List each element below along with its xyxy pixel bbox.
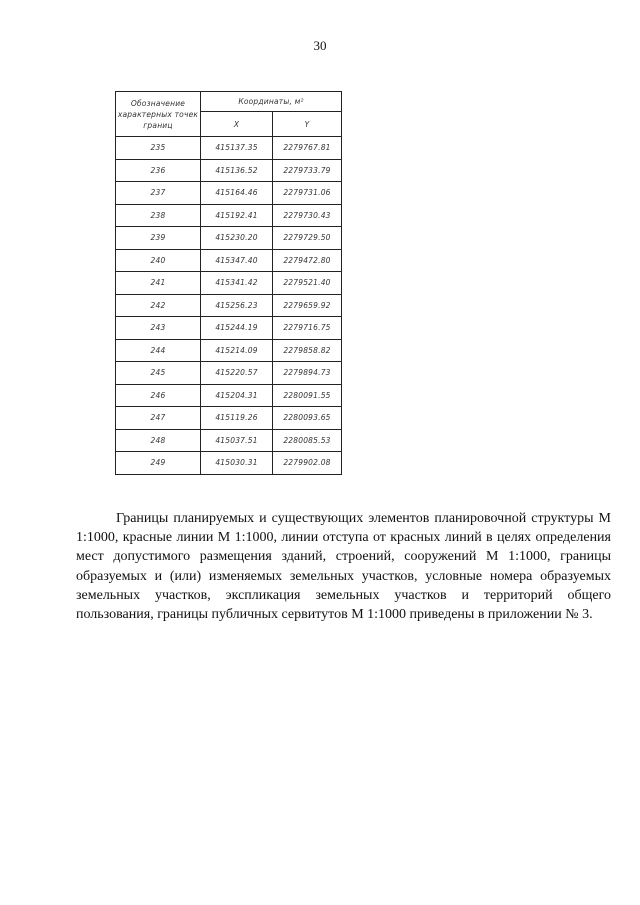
header-coordinates: Координаты, м² [201, 92, 342, 112]
page-number: 30 [313, 38, 327, 53]
x-cell: 415164.46 [201, 182, 273, 205]
x-cell: 415244.19 [201, 317, 273, 340]
point-cell: 246 [116, 384, 201, 407]
x-cell: 415030.31 [201, 452, 273, 475]
point-cell: 245 [116, 362, 201, 385]
point-cell: 237 [116, 182, 201, 205]
table-row [116, 294, 342, 317]
y-cell: 2279902.08 [273, 452, 342, 475]
table-body [116, 137, 342, 475]
body-paragraph: Границы планируемых и существующих элементов планировочной структуры М 1:1000, красные линии М 1:1000, линии отступа от красных линий в целях определения мест допустимого размещения зданий, строений, сооружений М 1:1000, границы образуемых и (или) изменяемых земельных участков, условные номера образуемых земельных участков, экспликация земельных участков и территорий общего пользования, границы публичных сервитутов М 1:1000 приведены в приложении № 3. [76, 511, 611, 623]
x-cell: 415256.23 [201, 294, 273, 317]
point-cell: 236 [116, 159, 201, 182]
x-cell: 415192.41 [201, 204, 273, 227]
x-cell: 415037.51 [201, 429, 273, 452]
table-row [116, 204, 342, 227]
coordinates-table [115, 91, 342, 475]
y-cell: 2279472.80 [273, 249, 342, 272]
y-cell: 2279659.92 [273, 294, 342, 317]
point-cell: 241 [116, 272, 201, 295]
x-cell: 415230.20 [201, 227, 273, 250]
x-cell: 415341.42 [201, 272, 273, 295]
x-cell: 415347.40 [201, 249, 273, 272]
header-y: Y [273, 112, 342, 137]
point-cell: 240 [116, 249, 201, 272]
table-row [116, 452, 342, 475]
y-cell: 2280093.65 [273, 407, 342, 430]
y-cell: 2279730.43 [273, 204, 342, 227]
y-cell: 2279767.81 [273, 137, 342, 160]
header-points: Обозначение характерных точек границ [116, 92, 201, 137]
x-cell: 415204.31 [201, 384, 273, 407]
table-row [116, 317, 342, 340]
y-cell: 2279858.82 [273, 339, 342, 362]
table-row [116, 339, 342, 362]
table-row [116, 429, 342, 452]
y-cell: 2279731.06 [273, 182, 342, 205]
point-cell: 244 [116, 339, 201, 362]
x-cell: 415220.57 [201, 362, 273, 385]
point-cell: 248 [116, 429, 201, 452]
x-cell: 415137.35 [201, 137, 273, 160]
table-row [116, 137, 342, 160]
table-row [116, 159, 342, 182]
point-cell: 235 [116, 137, 201, 160]
point-cell: 249 [116, 452, 201, 475]
x-cell: 415119.26 [201, 407, 273, 430]
table-row [116, 384, 342, 407]
table-row [116, 272, 342, 295]
point-cell: 242 [116, 294, 201, 317]
y-cell: 2280091.55 [273, 384, 342, 407]
y-cell: 2279729.50 [273, 227, 342, 250]
x-cell: 415214.09 [201, 339, 273, 362]
point-cell: 238 [116, 204, 201, 227]
point-cell: 239 [116, 227, 201, 250]
table-row [116, 182, 342, 205]
table-row [116, 249, 342, 272]
x-cell: 415136.52 [201, 159, 273, 182]
y-cell: 2279894.73 [273, 362, 342, 385]
point-cell: 243 [116, 317, 201, 340]
y-cell: 2279521.40 [273, 272, 342, 295]
y-cell: 2280085.53 [273, 429, 342, 452]
point-cell: 247 [116, 407, 201, 430]
y-cell: 2279733.79 [273, 159, 342, 182]
y-cell: 2279716.75 [273, 317, 342, 340]
header-x: X [201, 112, 273, 137]
table-row [116, 362, 342, 385]
table-row [116, 407, 342, 430]
table-row [116, 227, 342, 250]
